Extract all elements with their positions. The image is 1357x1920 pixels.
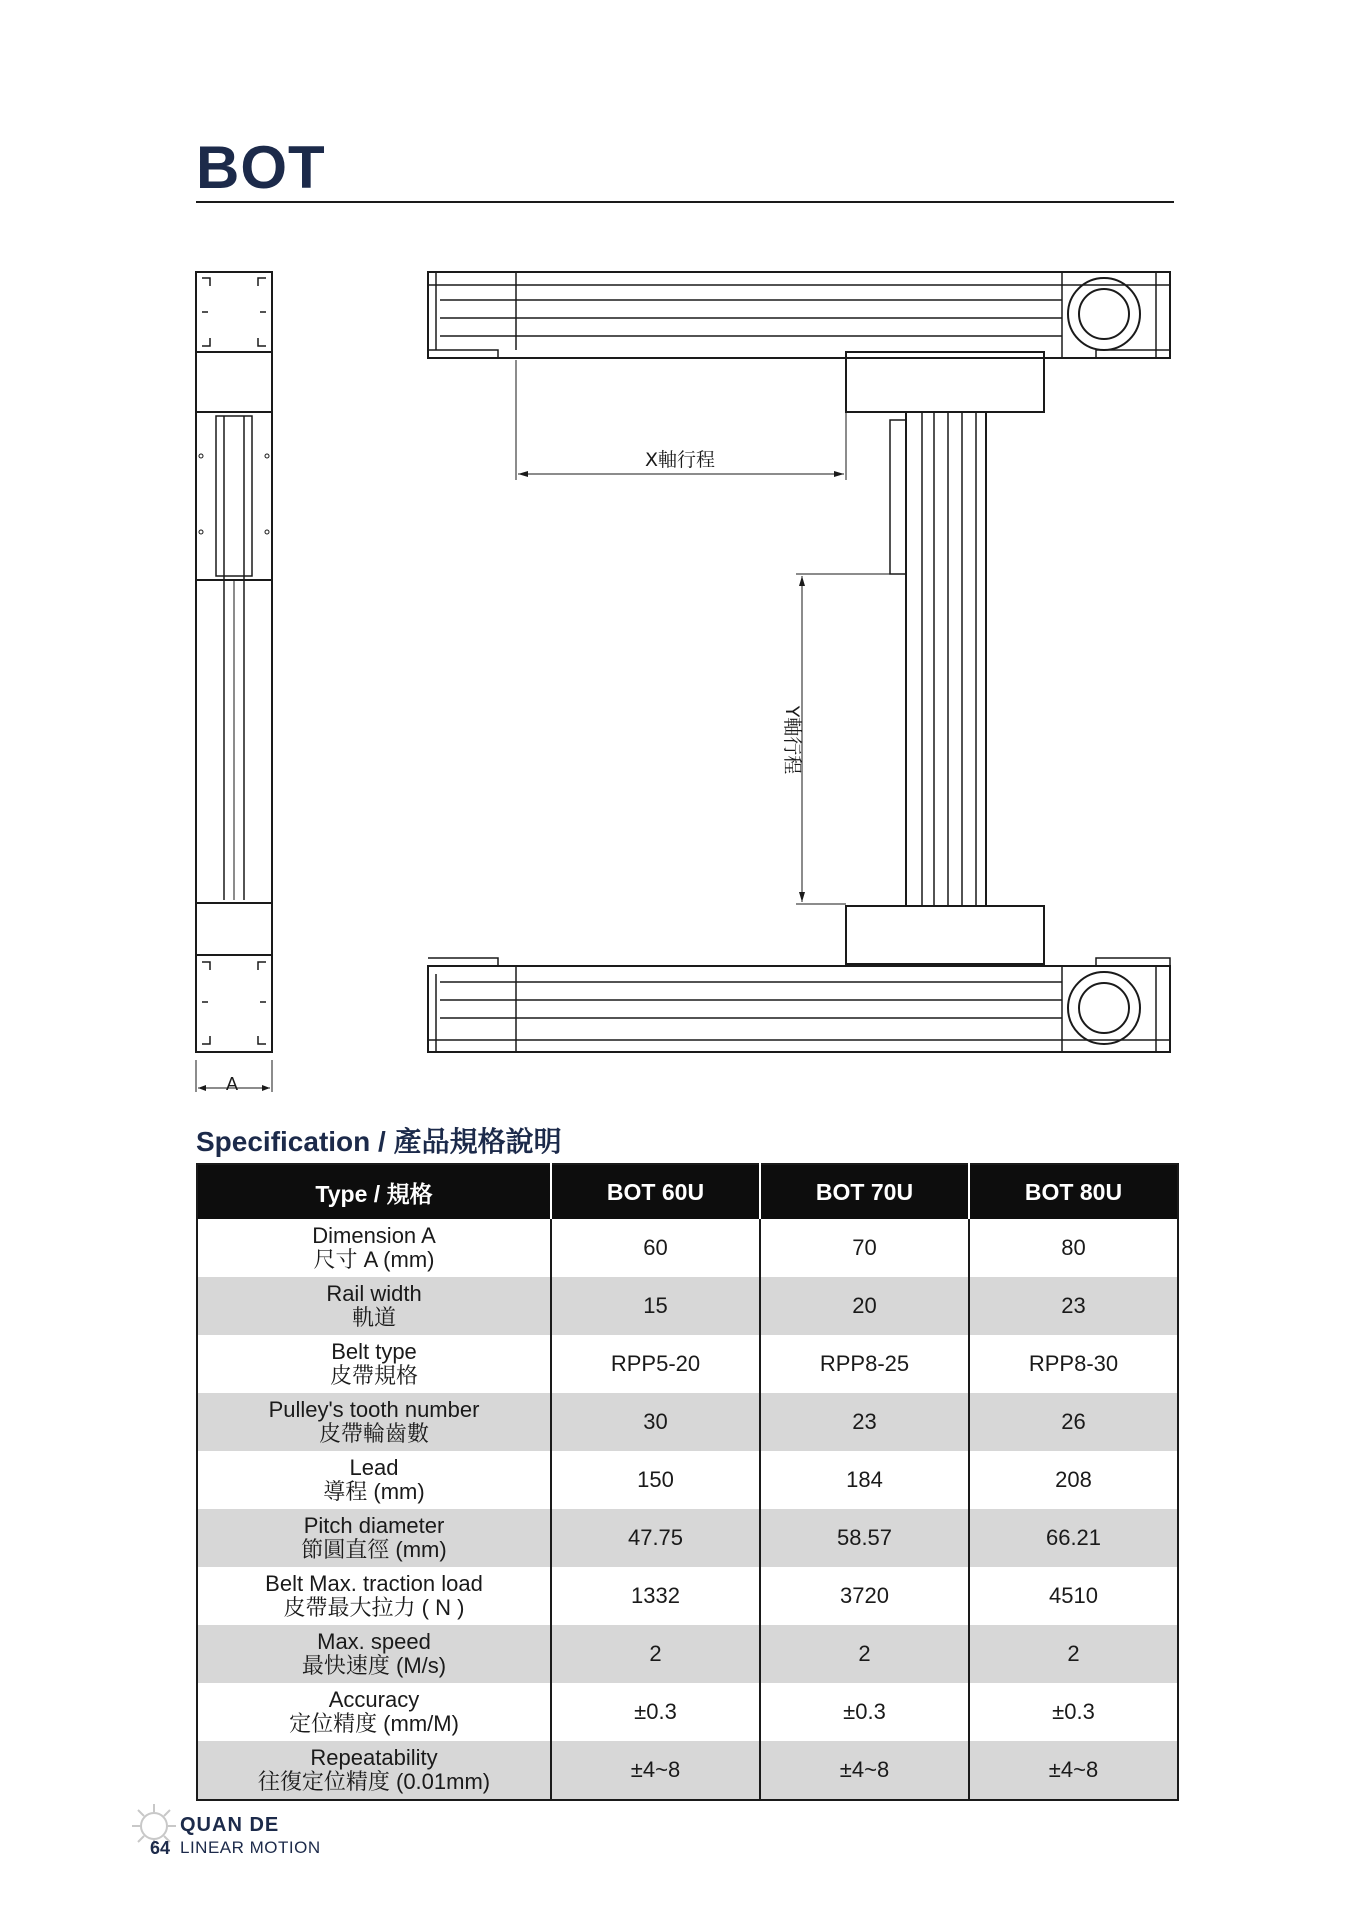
- row-label-zh: 皮帶輪齒數: [318, 1421, 429, 1446]
- header-bot-60u: BOT 60U: [551, 1164, 760, 1219]
- brand-subtitle: LINEAR MOTION: [180, 1838, 321, 1857]
- row-label: [197, 1509, 551, 1567]
- row-label-en: Rail width: [326, 1280, 422, 1306]
- row-label: [197, 1277, 551, 1335]
- table-cell: 58.57: [760, 1509, 969, 1567]
- table-cell: ±4~8: [760, 1741, 969, 1800]
- table-cell: RPP8-25: [760, 1335, 969, 1393]
- side-view: [196, 272, 272, 1092]
- table-cell: 23: [969, 1277, 1178, 1335]
- bottom-rail: [428, 958, 1170, 1052]
- top-rail: [428, 272, 1170, 358]
- table-cell: 30: [551, 1393, 760, 1451]
- row-label-en: Belt type: [331, 1338, 417, 1364]
- table-cell: 2: [969, 1625, 1178, 1683]
- row-label: [197, 1219, 551, 1277]
- row-label-zh: 定位精度 (mm/M): [289, 1711, 459, 1736]
- row-label: [197, 1393, 551, 1451]
- table-cell: 4510: [969, 1567, 1178, 1625]
- table-cell: RPP8-30: [969, 1335, 1178, 1393]
- table-cell: 47.75: [551, 1509, 760, 1567]
- page-number: 64: [150, 1838, 171, 1858]
- table-cell: 1332: [551, 1567, 760, 1625]
- table-cell: 66.21: [969, 1509, 1178, 1567]
- row-label-en: Belt Max. traction load: [265, 1570, 483, 1596]
- table-cell: ±0.3: [760, 1683, 969, 1741]
- table-cell: ±4~8: [551, 1741, 760, 1800]
- row-label-zh: 尺寸 A (mm): [313, 1247, 435, 1272]
- row-label-zh: 軌道: [351, 1305, 396, 1330]
- row-label-zh: 往復定位精度 (0.01mm): [257, 1769, 491, 1794]
- table-row: [197, 1451, 1178, 1509]
- table-cell: 2: [760, 1625, 969, 1683]
- table-row: [197, 1741, 1178, 1800]
- header-type: Type / 規格: [197, 1164, 551, 1219]
- footer-brand: [128, 1800, 368, 1870]
- row-label-en: Accuracy: [328, 1686, 420, 1712]
- table-cell: 184: [760, 1451, 969, 1509]
- table-cell: 80: [969, 1219, 1178, 1277]
- row-label-en: Max. speed: [317, 1628, 431, 1654]
- table-row: [197, 1335, 1178, 1393]
- table-cell: 70: [760, 1219, 969, 1277]
- row-label: [197, 1625, 551, 1683]
- row-label: [197, 1741, 551, 1800]
- row-label-zh: 導程 (mm): [323, 1479, 425, 1504]
- table-cell: 3720: [760, 1567, 969, 1625]
- header-bot-80u: BOT 80U: [969, 1164, 1178, 1219]
- table-header-row: [197, 1164, 1178, 1219]
- table-cell: 60: [551, 1219, 760, 1277]
- spec-heading: Specification / 產品規格說明: [196, 1126, 562, 1157]
- row-label-zh: 最快速度 (M/s): [301, 1653, 447, 1678]
- table-cell: 15: [551, 1277, 760, 1335]
- table-cell: ±0.3: [551, 1683, 760, 1741]
- table-row: [197, 1567, 1178, 1625]
- table-cell: RPP5-20: [551, 1335, 760, 1393]
- table-cell: ±4~8: [969, 1741, 1178, 1800]
- table-cell: 208: [969, 1451, 1178, 1509]
- table-row: [197, 1625, 1178, 1683]
- table-cell: 2: [551, 1625, 760, 1683]
- row-label: [197, 1451, 551, 1509]
- brand-name: QUAN DE: [180, 1814, 280, 1836]
- table-row: [197, 1277, 1178, 1335]
- y-axis-module: [846, 352, 1044, 964]
- row-label: [197, 1335, 551, 1393]
- page-title: BOT: [196, 134, 326, 201]
- row-label-zh: 皮帶規格: [329, 1363, 418, 1388]
- row-label: [197, 1567, 551, 1625]
- dimension-a-label: A: [225, 1074, 239, 1094]
- row-label-en: Dimension A: [312, 1222, 436, 1248]
- header-bot-70u: BOT 70U: [760, 1164, 969, 1219]
- table-cell: 23: [760, 1393, 969, 1451]
- table-cell: 26: [969, 1393, 1178, 1451]
- row-label-en: Lead: [349, 1454, 399, 1480]
- table-cell: ±0.3: [969, 1683, 1178, 1741]
- row-label-zh: 皮帶最大拉力 ( N ): [283, 1595, 465, 1620]
- table-row: [197, 1683, 1178, 1741]
- x-stroke-label: X軸行程: [644, 449, 716, 471]
- row-label-en: Pulley's tooth number: [268, 1396, 480, 1422]
- y-stroke-dimension: [796, 574, 890, 904]
- table-row: [197, 1393, 1178, 1451]
- row-label-en: Pitch diameter: [303, 1512, 445, 1538]
- y-stroke-label: Y軸行程: [781, 705, 803, 775]
- table-row: [197, 1509, 1178, 1567]
- row-label: [197, 1683, 551, 1741]
- table-row: [197, 1219, 1178, 1277]
- row-label-en: Repeatability: [310, 1744, 438, 1770]
- table-cell: 20: [760, 1277, 969, 1335]
- row-label-zh: 節圓直徑 (mm): [301, 1537, 447, 1562]
- spec-table: [196, 1163, 1179, 1801]
- table-cell: 150: [551, 1451, 760, 1509]
